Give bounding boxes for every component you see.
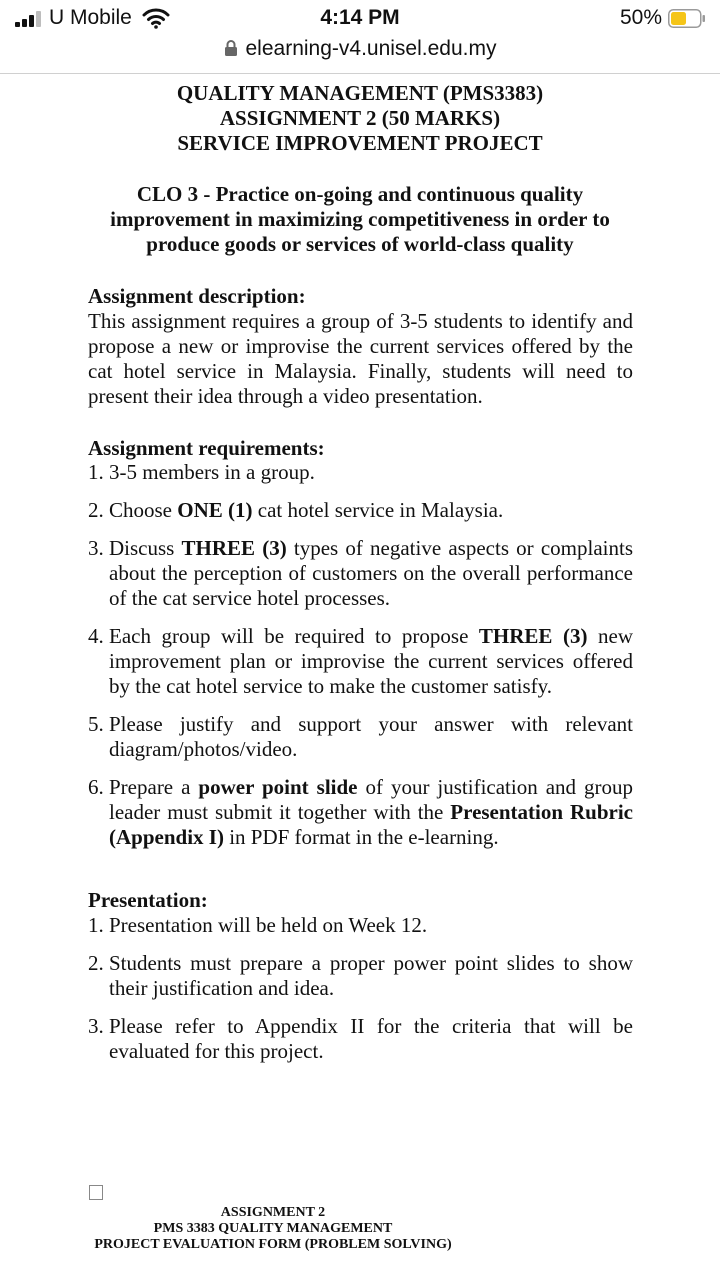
body-text: Discuss <box>109 536 182 560</box>
url-text[interactable]: elearning-v4.unisel.edu.my <box>245 37 497 60</box>
requirement-item-number: 6. <box>88 775 104 799</box>
carrier-name: U Mobile <box>49 6 132 29</box>
body-text: Please refer to Appendix II for the criteria that will be evaluated for this project. <box>109 1014 633 1063</box>
evaluation-form-header <box>88 1205 458 1253</box>
body-text: of your justification and group leader must submit it together with the <box>109 775 633 824</box>
emphasis-text: ONE (1) <box>177 498 253 522</box>
requirement-item-1 <box>88 460 633 485</box>
emphasis-text: Presentation Rubric (Appendix I) <box>109 800 633 849</box>
status-bar <box>0 0 720 40</box>
requirement-item-text <box>88 460 633 485</box>
body-text: Choose <box>109 498 178 522</box>
requirement-item-text <box>88 624 633 699</box>
body-text: Prepare a <box>109 775 199 799</box>
description-text: This assignment requires a group of 3-5 students to identify and propose a new or improvise the current services offered by the cat hotel service in Malaysia. Finally, students will need to present their idea through a video presentation. <box>88 309 633 408</box>
presentation-item-number: 2. <box>88 951 104 975</box>
requirement-item-number: 4. <box>88 624 104 648</box>
requirement-item-3 <box>88 536 633 611</box>
checkbox[interactable] <box>89 1185 103 1200</box>
body-text: types of negative aspects or complaints about the perception of customers on the overall performance of the cat service hotel processes. <box>109 536 633 610</box>
description-heading: Assignment description: <box>88 284 306 308</box>
requirement-item-number: 2. <box>88 498 104 522</box>
presentation-item-2 <box>88 951 633 1001</box>
requirement-item-text <box>88 712 633 762</box>
presentation-item-text <box>88 913 633 938</box>
project-title: SERVICE IMPROVEMENT PROJECT <box>177 131 543 155</box>
body-text: cat hotel service in Malaysia. <box>252 498 504 522</box>
body-text: new improvement plan or improvise the current services offered by the cat hotel service to make the customer satisfy. <box>109 624 633 698</box>
body-text: 3-5 members in a group. <box>109 460 315 484</box>
body-text: Students must prepare a proper power point slides to show their justification and idea. <box>109 951 633 1000</box>
body-text: Presentation will be held on Week 12. <box>109 913 428 937</box>
requirements-heading: Assignment requirements: <box>88 436 325 460</box>
address-bar[interactable] <box>0 36 720 72</box>
battery-percentage: 50% <box>619 6 662 29</box>
requirement-item-4 <box>88 624 633 699</box>
assignment-title: ASSIGNMENT 2 (50 MARKS) <box>219 106 501 130</box>
presentation-item-3 <box>88 1014 633 1064</box>
requirement-item-5 <box>88 712 633 762</box>
footer-line-3: PROJECT EVALUATION FORM (PROBLEM SOLVING) <box>94 1237 452 1252</box>
presentation-heading: Presentation: <box>88 888 208 912</box>
body-text: Please justify and support your answer with relevant diagram/photos/video. <box>109 712 633 761</box>
footer-line-2: PMS 3383 QUALITY MANAGEMENT <box>153 1221 393 1236</box>
body-text: Each group will be required to propose <box>109 624 479 648</box>
clo-statement: CLO 3 - Practice on-going and continuous quality improvement in maximizing competitiveness in order to produce goods or services of world-class quality <box>110 182 610 256</box>
requirement-item-6 <box>88 775 633 850</box>
presentation-item-number: 1. <box>88 913 104 937</box>
footer-line-1: ASSIGNMENT 2 <box>220 1205 326 1220</box>
presentation-item-text <box>88 1014 633 1064</box>
course-title: QUALITY MANAGEMENT (PMS3383) <box>176 81 544 105</box>
requirement-item-text <box>88 775 633 850</box>
requirement-item-2 <box>88 498 633 523</box>
presentation-item-1 <box>88 913 633 938</box>
requirement-item-number: 1. <box>88 460 104 484</box>
lock-icon <box>224 39 238 57</box>
emphasis-text: THREE (3) <box>181 536 287 560</box>
requirement-item-number: 5. <box>88 712 104 736</box>
body-text: in PDF format in the e-learning. <box>223 825 499 849</box>
emphasis-text: THREE (3) <box>478 624 588 648</box>
requirement-item-text <box>88 498 633 523</box>
presentation-item-number: 3. <box>88 1014 104 1038</box>
battery-icon <box>668 9 706 28</box>
presentation-item-text <box>88 951 633 1001</box>
requirement-item-text <box>88 536 633 611</box>
emphasis-text: power point slide <box>198 775 358 799</box>
document-page <box>0 74 720 1280</box>
clock-time: 4:14 PM <box>320 6 400 29</box>
requirement-item-number: 3. <box>88 536 104 560</box>
